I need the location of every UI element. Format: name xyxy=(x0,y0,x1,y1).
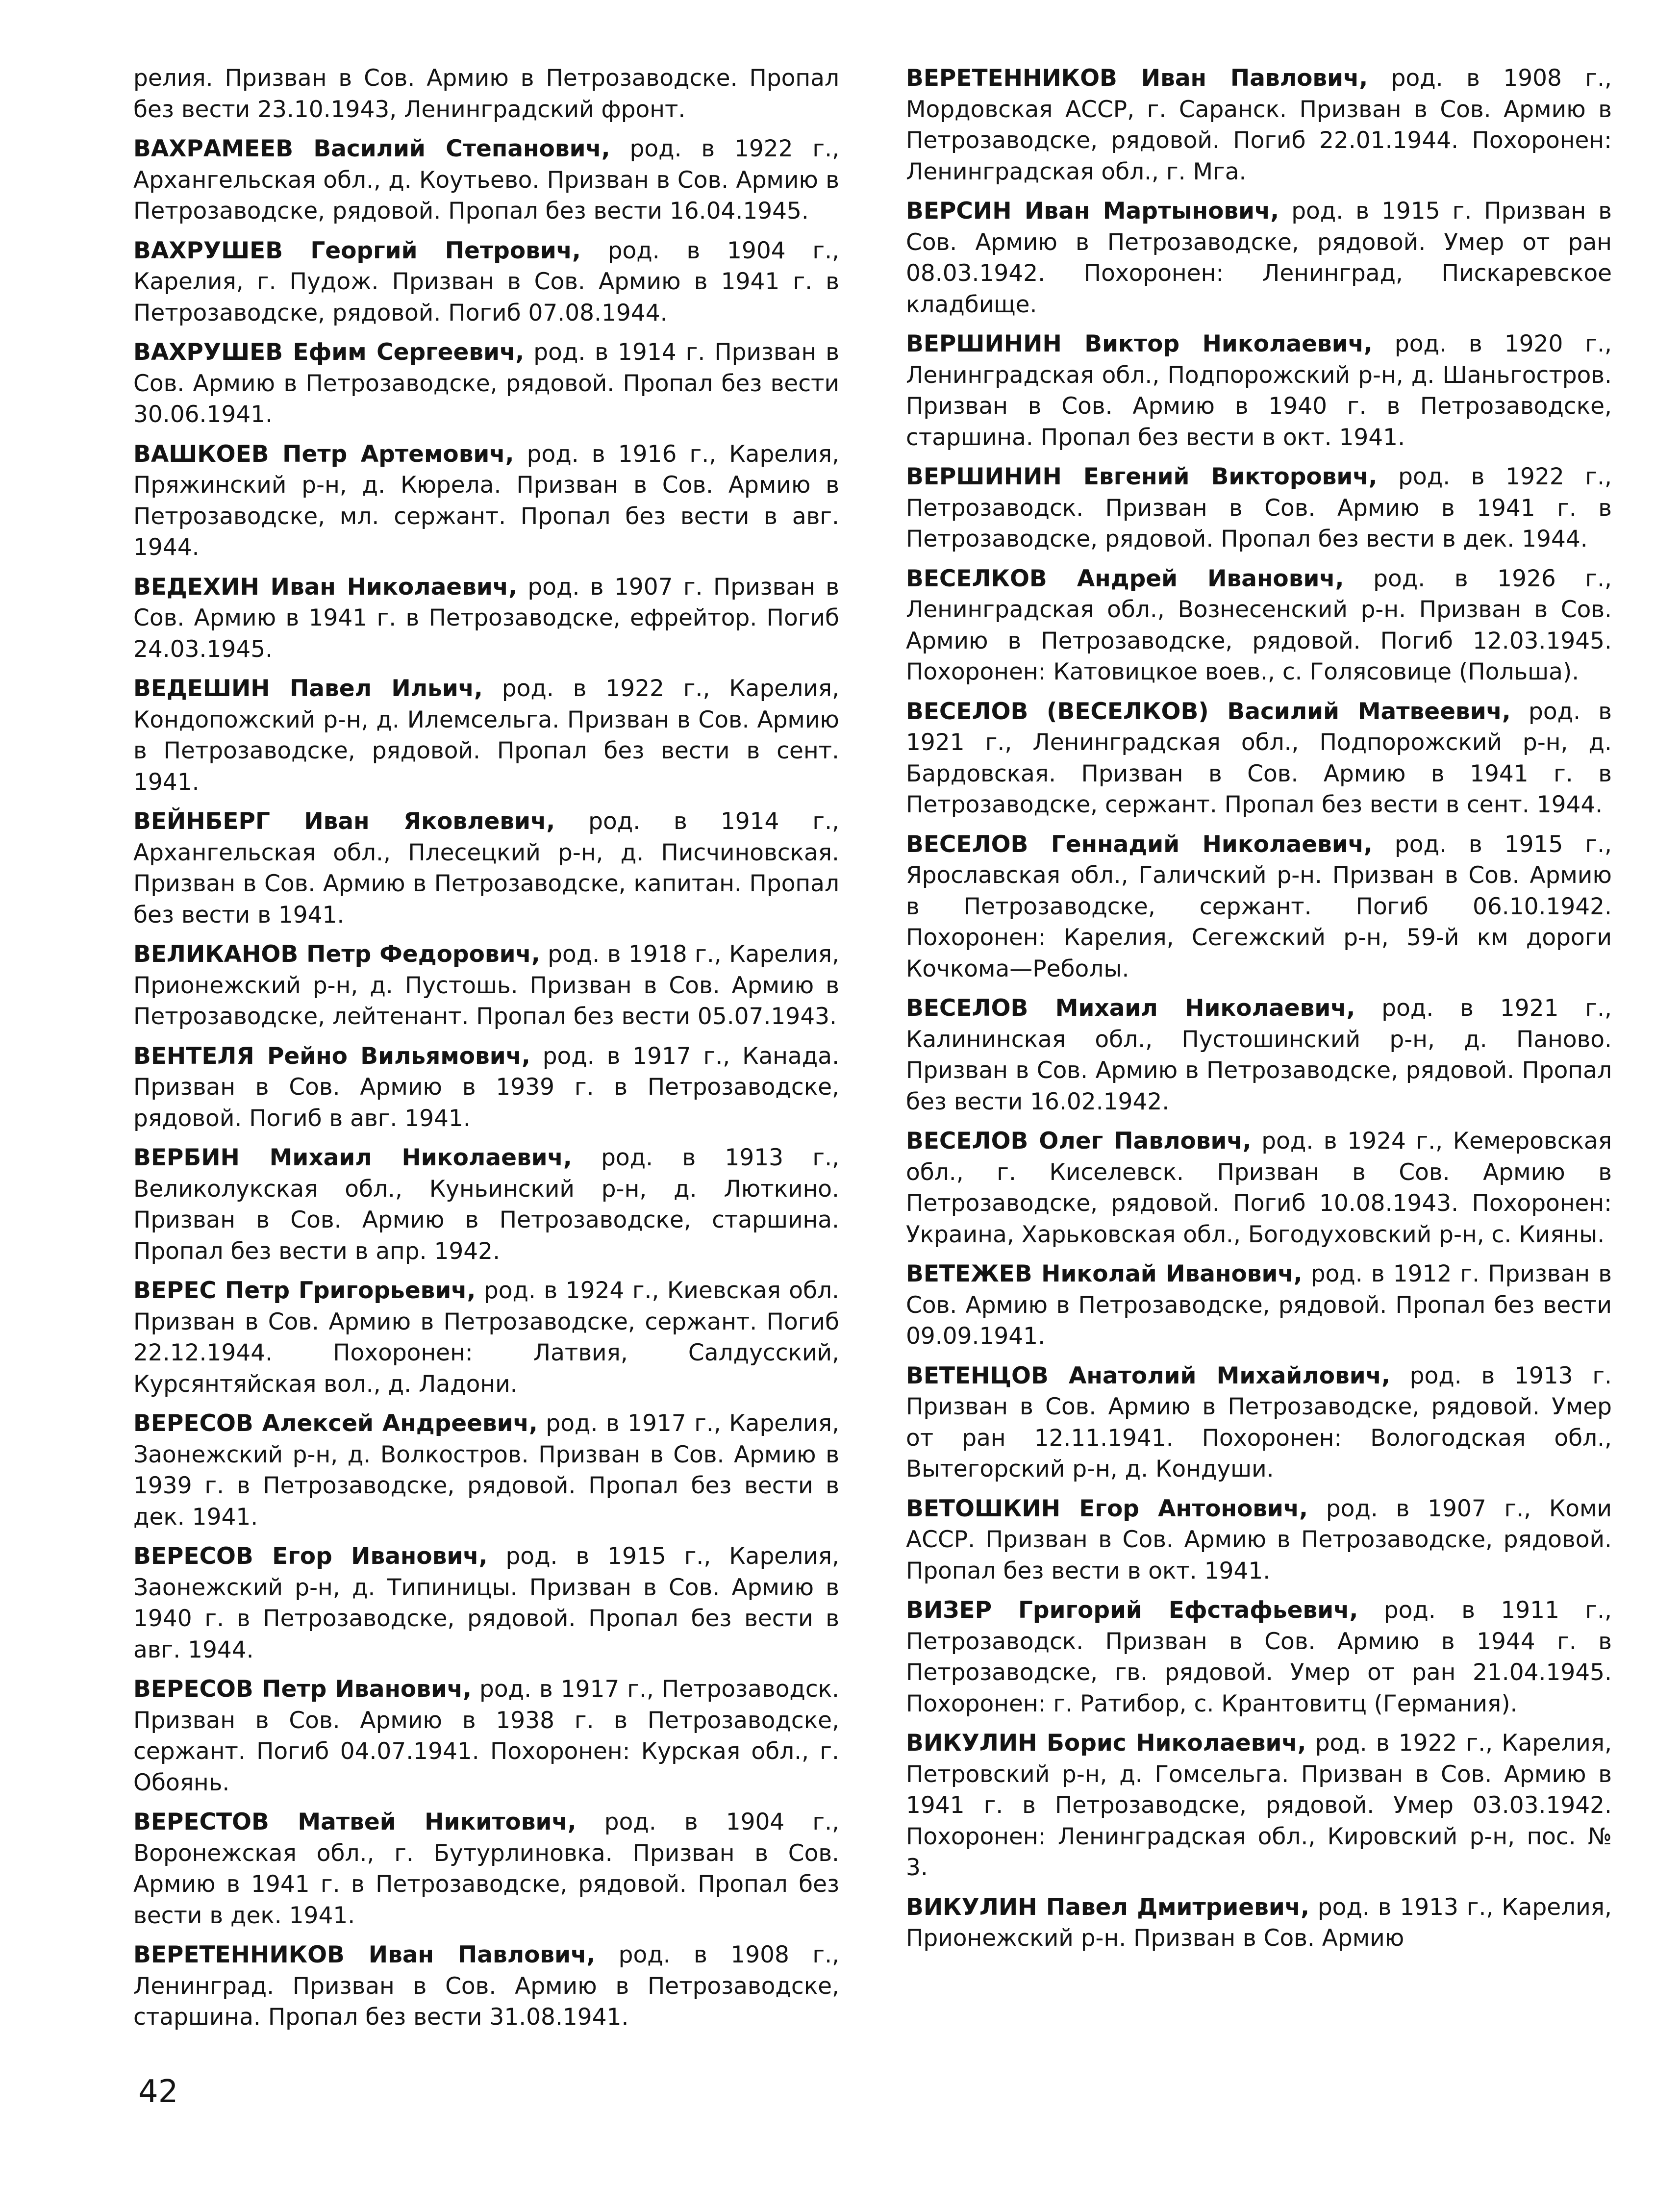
entry-text: род. в 1914 г. Призван в Сов. Армию в Петрозаводске, рядовой. Пропал без вести 30.06.1941. xyxy=(133,339,839,428)
list-item xyxy=(906,993,1612,1117)
list-item xyxy=(906,1595,1612,1719)
list-item xyxy=(906,328,1612,453)
entry-text: род. в 1921 г., Калининская обл., Пустошинский р-н, д. Паново. Призван в Сов. Армию в Петрозаводске, рядовой. Пропал без вести 16.02.1942. xyxy=(906,995,1612,1115)
entry-text: род. в 1911 г., Петрозаводск. Призван в Сов. Армию в 1944 г. в Петрозаводске, гв. рядовой. Умер от ран 21.04.1945. Похоронен: г. Ратибор, с. Крантовитц (Германия). xyxy=(906,1597,1612,1717)
entry-text: род. в 1916 г., Карелия, Пряжинский р-н, д. Кюрела. Призван в Сов. Армию в Петрозаводске, мл. сержант. Пропал без вести в авг. 1944. xyxy=(133,440,839,561)
list-item xyxy=(133,1541,839,1665)
entry-name: ВИЗЕР Григорий Ефстафьевич, xyxy=(906,1597,1358,1624)
entry-name: ВЕТЕНЦОВ Анатолий Михайлович, xyxy=(906,1362,1390,1389)
entry-name: ВЕРЕСТОВ Матвей Никитович, xyxy=(133,1809,577,1835)
entry-text: род. в 1907 г. Призван в Сов. Армию в 1941 г. в Петрозаводске, ефрейтор. Погиб 24.03.1945. xyxy=(133,573,839,663)
entry-text: род. в 1915 г., Карелия, Заонежский р-н, д. Типиницы. Призван в Сов. Армию в 1940 г. в Петрозаводске, рядовой. Пропал без вести в авг. 1944. xyxy=(133,1543,839,1663)
list-item xyxy=(906,63,1612,187)
entry-name: ВЕСЕЛОВ Олег Павлович, xyxy=(906,1128,1252,1155)
right-entries-list xyxy=(906,63,1612,1954)
list-item xyxy=(906,1493,1612,1587)
entry-text: род. в 1914 г., Архангельская обл., Плесецкий р-н, д. Писчиновская. Призван в Сов. Армию в Петрозаводске, капитан. Пропал без вести в 1941. xyxy=(133,808,839,929)
entry-name: ВЕРЕТЕННИКОВ Иван Павлович, xyxy=(906,65,1368,92)
list-item xyxy=(133,1142,839,1267)
list-item xyxy=(133,235,839,329)
entry-text: род. в 1922 г., Архангельская обл., д. Коутьево. Призван в Сов. Армию в Петрозаводске, рядовой. Пропал без вести 16.04.1945. xyxy=(133,135,840,225)
list-item xyxy=(906,196,1612,320)
page-number: 42 xyxy=(138,2074,178,2110)
continued-entry-text: релия. Призван в Сов. Армию в Петрозаводске. Пропал без вести 23.10.1943, Ленинградский фронт. xyxy=(133,65,839,123)
entry-name: ВЕРЕСОВ Егор Иванович, xyxy=(133,1543,488,1570)
list-item xyxy=(133,439,839,563)
entry-name: ВЕСЕЛОВ (ВЕСЕЛКОВ) Василий Матвеевич, xyxy=(906,698,1511,725)
list-item xyxy=(133,1275,839,1400)
entry-text: род. в 1908 г., Мордовская АССР, г. Саранск. Призван в Сов. Армию в Петрозаводске, рядовой. Погиб 22.01.1944. Похоронен: Ленинградская обл., г. Мга. xyxy=(906,65,1612,185)
list-item xyxy=(906,1258,1612,1352)
entry-name: ВЕСЕЛОВ Михаил Николаевич, xyxy=(906,995,1355,1022)
entry-text: род. в 1922 г., Петрозаводск. Призван в Сов. Армию в 1941 г. в Петрозаводске, рядовой. Пропал без вести в дек. 1944. xyxy=(906,463,1612,553)
list-item xyxy=(133,939,839,1032)
entry-name: ВЕЛИКАНОВ Петр Федорович, xyxy=(133,941,540,968)
entry-name: ВАХРАМЕЕВ Василий Степанович, xyxy=(133,135,610,162)
list-item xyxy=(906,1892,1612,1954)
entry-text: род. в 1915 г. Призван в Сов. Армию в Петрозаводске, рядовой. Умер от ран 08.03.1942. Похоронен: Ленинград, Пискаревское кладбище. xyxy=(906,198,1612,318)
entry-name: ВЕРЕТЕННИКОВ Иван Павлович, xyxy=(133,1941,596,1968)
entry-name: ВЕРЕСОВ Алексей Андреевич, xyxy=(133,1410,538,1437)
entry-name: ВАХРУШЕВ Ефим Сергеевич, xyxy=(133,339,525,366)
entry-text: род. в 1917 г., Канада. Призван в Сов. Армию в 1939 г. в Петрозаводске, рядовой. Погиб в авг. 1941. xyxy=(133,1042,840,1132)
left-column xyxy=(133,63,839,2041)
entry-text: род. в 1907 г., Коми АССР. Призван в Сов. Армию в Петрозаводске, рядовой. Пропал без вести в окт. 1941. xyxy=(906,1495,1612,1584)
entry-name: ВЕРЕСОВ Петр Иванович, xyxy=(133,1676,472,1703)
entry-name: ВАХРУШЕВ Георгий Петрович, xyxy=(133,237,581,264)
entry-text: род. в 1915 г., Ярославская обл., Галичский р-н. Призван в Сов. Армию в Петрозаводске, сержант. Погиб 06.10.1942. Похоронен: Карелия, Сегежский р-н, 59-й км дороги Кочкома—Реболы. xyxy=(906,830,1612,982)
list-item xyxy=(133,1939,839,2033)
entry-name: ВЕТОШКИН Егор Антонович, xyxy=(906,1495,1308,1522)
entry-text: род. в 1913 г., Карелия, Прионежский р-н. Призван в Сов. Армию xyxy=(906,1893,1612,1952)
entry-name: ВЕРЕС Петр Григорьевич, xyxy=(133,1277,476,1304)
list-item xyxy=(133,1041,839,1134)
entry-text: род. в 1913 г., Великолукская обл., Куньинский р-н, д. Люткино. Призван в Сов. Армию в Петрозаводске, старшина. Пропал без вести в апр. 1942. xyxy=(133,1144,839,1265)
entry-name: ВЕРШИНИН Евгений Викторович, xyxy=(906,463,1378,490)
list-item xyxy=(133,1807,839,1931)
entry-text: род. в 1924 г., Киевская обл. Призван в Сов. Армию в Петрозаводске, сержант. Погиб 22.12.1944. Похоронен: Латвия, Салдусский, Курсянтяйская вол., д. Ладони. xyxy=(133,1277,839,1398)
list-item xyxy=(133,133,839,227)
entry-name: ВЕНТЕЛЯ Рейно Вильямович, xyxy=(133,1042,530,1070)
entry-name: ВЕРСИН Иван Мартынович, xyxy=(906,198,1279,225)
list-item xyxy=(133,806,839,930)
list-item xyxy=(906,1360,1612,1485)
list-item xyxy=(133,673,839,798)
entry-text: род. в 1917 г., Карелия, Заонежский р-н, д. Волкостров. Призван в Сов. Армию в 1939 г. в Петрозаводске, рядовой. Пропал без вести в дек. 1941. xyxy=(133,1410,839,1531)
entry-text: род. в 1904 г., Карелия, г. Пудож. Призван в Сов. Армию в 1941 г. в Петрозаводске, рядовой. Погиб 07.08.1944. xyxy=(133,237,839,327)
right-column xyxy=(906,63,1612,1962)
entry-name: ВИКУЛИН Павел Дмитриевич, xyxy=(906,1893,1309,1921)
entry-text: род. в 1917 г., Петрозаводск. Призван в Сов. Армию в 1938 г. в Петрозаводске, сержант. Погиб 04.07.1941. Похоронен: Курская обл., г. Обоянь. xyxy=(133,1676,839,1796)
entry-text: род. в 1920 г., Ленинградская обл., Подпорожский р-н, д. Шаньгостров. Призван в Сов. Армию в 1940 г. в Петрозаводске, старшина. Пропал без вести в окт. 1941. xyxy=(906,330,1612,451)
entry-text: род. в 1926 г., Ленинградская обл., Вознесенский р-н. Призван в Сов. Армию в Петрозаводске, рядовой. Погиб 12.03.1945. Похоронен: Катовицкое воев., с. Голясовице (Польша). xyxy=(906,565,1612,685)
list-item xyxy=(906,563,1612,688)
entry-text: род. в 1922 г., Карелия, Петровский р-н, д. Гомсельга. Призван в Сов. Армию в 1941 г. в Петрозаводске, рядовой. Умер 03.03.1942. Похоронен: Ленинградская обл., Кировский р-н, пос. № 3. xyxy=(906,1730,1612,1881)
entry-name: ВЕСЕЛОВ Геннадий Николаевич, xyxy=(906,830,1373,858)
list-item xyxy=(906,1728,1612,1884)
entry-name: ВЕСЕЛКОВ Андрей Иванович, xyxy=(906,565,1344,592)
entry-text: род. в 1912 г. Призван в Сов. Армию в Петрозаводске, рядовой. Пропал без вести 09.09.1941. xyxy=(906,1260,1612,1350)
entry-name: ВЕТЕЖЕВ Николай Иванович, xyxy=(906,1260,1303,1287)
list-item xyxy=(906,829,1612,985)
entry-text: род. в 1921 г., Ленинградская обл., Подпорожский р-н, д. Бардовская. Призван в Сов. Армию в 1941 г. в Петрозаводске, сержант. Пропал без вести в сент. 1944. xyxy=(906,698,1612,818)
list-item xyxy=(133,1674,839,1798)
entry-text: род. в 1924 г., Кемеровская обл., г. Киселевск. Призван в Сов. Армию в Петрозаводске, рядовой. Погиб 10.08.1943. Похоронен: Украина, Харьковская обл., Богодуховский р-н, с. Кияны. xyxy=(906,1128,1612,1248)
list-item xyxy=(906,461,1612,555)
left-entries-list xyxy=(133,133,839,2033)
entry-text: род. в 1913 г. Призван в Сов. Армию в Петрозаводске, рядовой. Умер от ран 12.11.1941. Похоронен: Вологодская обл., Вытегорский р-н, д. Кондуши. xyxy=(906,1362,1612,1483)
entry-name: ВИКУЛИН Борис Николаевич, xyxy=(906,1730,1306,1757)
entry-text: род. в 1918 г., Карелия, Прионежский р-н, д. Пустошь. Призван в Сов. Армию в Петрозаводске, лейтенант. Пропал без вести 05.07.1943. xyxy=(133,941,839,1030)
list-item xyxy=(906,1126,1612,1250)
entry-text: род. в 1904 г., Воронежская обл., г. Бутурлиновка. Призван в Сов. Армию в 1941 г. в Петрозаводске, рядовой. Пропал без вести в дек. 1941. xyxy=(133,1809,839,1929)
list-item xyxy=(133,1408,839,1533)
entry-name: ВЕДЕШИН Павел Ильич, xyxy=(133,675,483,702)
entry-name: ВЕДЕХИН Иван Николаевич, xyxy=(133,573,517,601)
list-item xyxy=(906,696,1612,821)
entry-text: род. в 1908 г., Ленинград. Призван в Сов. Армию в Петрозаводске, старшина. Пропал без вести 31.08.1941. xyxy=(133,1941,839,2031)
list-item xyxy=(133,572,839,665)
entry-name: ВЕРШИНИН Виктор Николаевич, xyxy=(906,330,1373,357)
entry-text: род. в 1922 г., Карелия, Кондопожский р-н, д. Илемсельга. Призван в Сов. Армию в Петрозаводске, рядовой. Пропал без вести в сент. 1941. xyxy=(133,675,839,796)
entry-name: ВЕРБИН Михаил Николаевич, xyxy=(133,1144,572,1171)
entry-name: ВАШКОЕВ Петр Артемович, xyxy=(133,440,514,468)
entry-name: ВЕЙНБЕРГ Иван Яковлевич, xyxy=(133,808,555,835)
list-item xyxy=(133,337,839,430)
